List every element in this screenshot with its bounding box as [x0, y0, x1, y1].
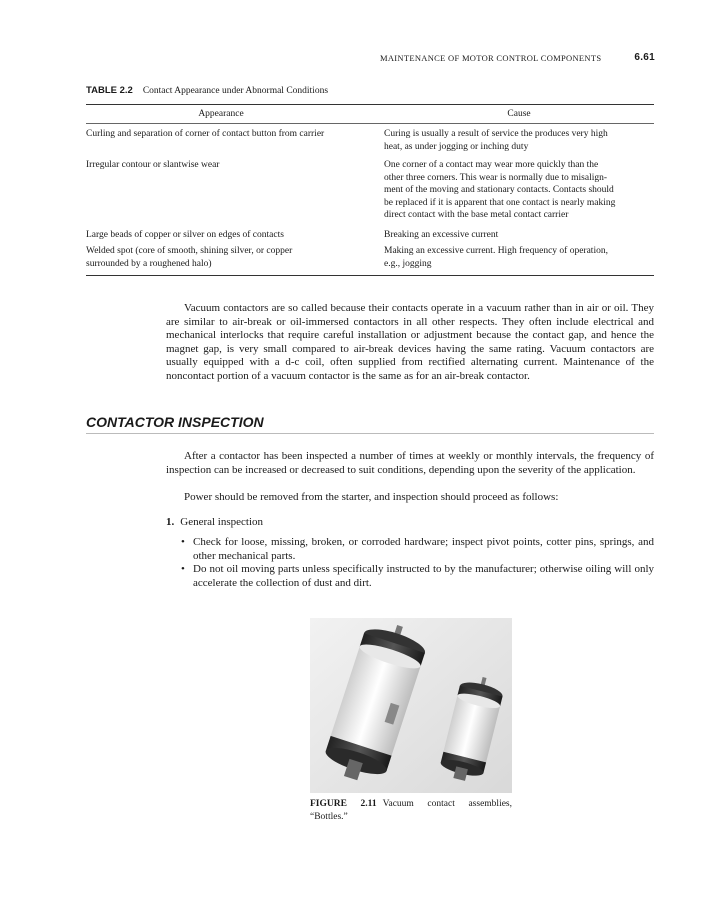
list-label: General inspection — [180, 516, 264, 528]
table-bottom-rule — [86, 275, 654, 276]
section-heading: CONTACTOR INSPECTION — [86, 414, 264, 430]
bullet-item-2: • Do not oil moving parts unless specifically instructed to by the manufacturer; otherwise oiling will only accelerate the collection of dust and dirt. — [193, 563, 654, 590]
figure-caption — [310, 798, 512, 823]
running-header — [380, 53, 655, 63]
figure-photo-vacuum-bottles — [310, 618, 512, 793]
table-row-3-cause: Breaking an excessive current — [384, 230, 499, 240]
table-header-cause: Cause — [507, 109, 531, 119]
page-number: 6.61 — [634, 52, 655, 63]
table-row-4-cause: Making an excessive current. High frequency of operation, e.g., jogging — [384, 246, 608, 269]
table-row-3-appearance: Large beads of copper or silver on edges of contacts — [86, 230, 284, 240]
section-paragraph-2: Power should be removed from the starter, and inspection should proceed as follows: — [184, 491, 559, 503]
table-caption — [86, 85, 328, 96]
table-row-1-cause: Curing is usually a result of service the produces very high heat, as under jogging or inching duty — [384, 129, 608, 152]
table-row-2-cause: One corner of a contact may wear more quickly than the other three corners. This wear is normally due to misalign- ment of the moving and stationary contacts. Contacts should be replaced if it is apparent that one contact is nearly making direct contact with the base metal contact carrier — [384, 160, 616, 220]
table-header-appearance: Appearance — [198, 109, 244, 119]
table-header-rule — [86, 123, 654, 124]
intro-paragraph: Vacuum contactors are so called because their contacts operate in a vacuum rather than in air or oil. They are similar to air-break or oil-immersed contactors in all other respects. They often include electrical and mechanical interlocks that require careful installation or adjustment because the contact gap, and hence the magnet gap, is very small compared to air-break devices having the same rating. Vacuum contactors are usually equipped with a d-c coil, often supplied from rectified alternating current. Maintenance of the noncontact portion of a vacuum contactor is the same as for an air-break contactor. — [166, 302, 654, 382]
list-item-general-inspection — [166, 516, 263, 528]
section-paragraph-1: After a contactor has been inspected a number of times at weekly or monthly intervals, the frequency of inspection can be increased or decreased to suit conditions, depending upon the severity of the application. — [166, 450, 654, 476]
table-title: Contact Appearance under Abnormal Conditions — [142, 86, 329, 96]
table-top-rule — [86, 104, 654, 105]
table-row-1-appearance: Curling and separation of corner of contact button from carrier — [86, 129, 325, 139]
running-title: MAINTENANCE OF MOTOR CONTROL COMPONENTS — [380, 53, 602, 63]
table-row-2-appearance: Irregular contour or slantwise wear — [86, 160, 220, 170]
vacuum-bottles-illustration — [310, 618, 512, 793]
figure-caption-text: Vacuum contact assemblies, “Bottles.” — [310, 799, 512, 822]
list-number: 1. — [166, 516, 175, 528]
table-row-4-appearance: Welded spot (core of smooth, shining silver, or copper surrounded by a roughened halo) — [86, 246, 293, 269]
figure-label: FIGURE 2.11 — [310, 799, 377, 809]
bullet-item-1: • Check for loose, missing, broken, or corroded hardware; inspect pivot points, cotter pins, springs, and other mechanical parts. — [193, 536, 654, 563]
table-label: TABLE 2.2 — [86, 85, 133, 96]
section-rule — [86, 433, 654, 434]
